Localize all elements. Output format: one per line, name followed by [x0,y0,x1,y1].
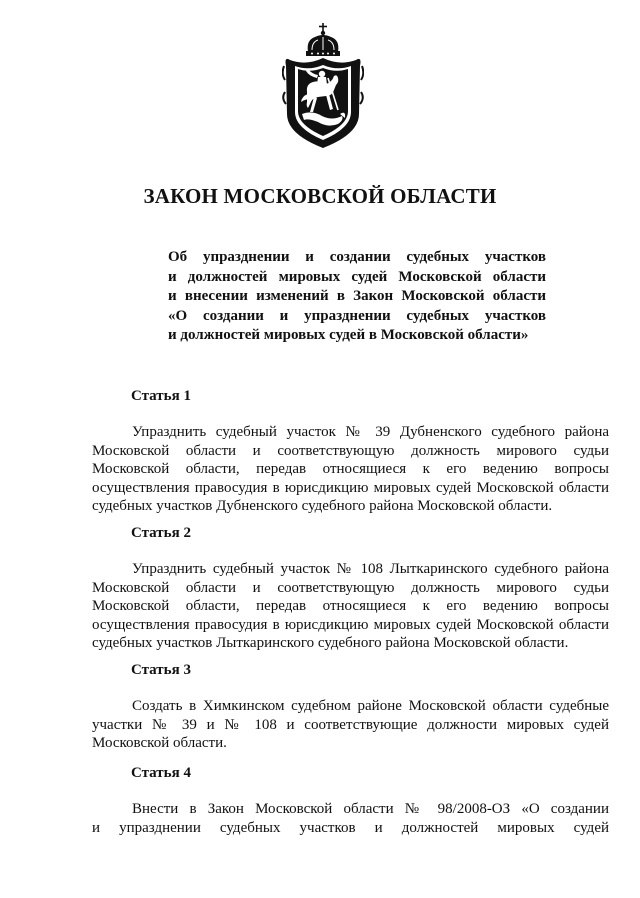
article-heading: Статья 4 [131,765,191,781]
coat-of-arms-icon [282,22,364,150]
text-line: осуществления правосудия в юрисдикцию мировых судей Московской области [92,616,609,633]
subtitle-line: и должностей мировых судей Московской области [168,268,546,285]
text-line: участки № 39 и № 108 и соответствующие должности мировых судей [92,716,609,733]
text-line: Упразднить судебный участок № 108 Лыткаринского судебного района [132,561,609,577]
article-heading: Статья 1 [131,388,191,404]
text-line: Московской области и соответствующую должность мирового судьи [92,442,609,459]
text-line: судебных участков Лыткаринского судебного района Московской области. [92,635,569,651]
article-4-text [92,800,609,837]
article-heading: Статья 2 [131,525,191,541]
subtitle-line: Об упразднении и создании судебных участков [168,249,546,265]
subtitle-line: и должностей мировых судей в Московской области» [168,327,529,343]
text-line: Московской области и соответствующую должность мирового судьи [92,579,609,596]
text-line: Московской области, передав относящиеся к его ведению вопросы [92,598,609,614]
text-line: Упразднить судебный участок № 39 Дубненского судебного района [132,424,609,440]
text-line: Московской области. [92,735,227,751]
article-2-text [92,560,609,653]
text-line: Московской области, передав относящиеся к его ведению вопросы [92,461,609,477]
crown-icon [306,23,340,56]
text-line: Создать в Химкинском судебном районе Московской области судебные [132,698,609,714]
text-line: осуществления правосудия в юрисдикцию мировых судей Московской области [92,479,609,496]
article-1-text [92,423,609,516]
text-line: Внести в Закон Московской области № 98/2008-ОЗ «О создании [132,801,609,817]
law-subtitle [168,248,546,346]
text-line: судебных участков Дубненского судебного района Московской области. [92,498,553,514]
text-line: и упразднении судебных участков и должностей мировых судей [92,819,609,836]
article-heading: Статья 3 [131,662,191,678]
article-3-text [92,697,609,753]
subtitle-line: и внесении изменений в Закон Московской области [168,288,546,304]
law-title: ЗАКОН МОСКОВСКОЙ ОБЛАСТИ [143,184,497,208]
subtitle-line: «О создании и упразднении судебных участков [168,307,546,324]
